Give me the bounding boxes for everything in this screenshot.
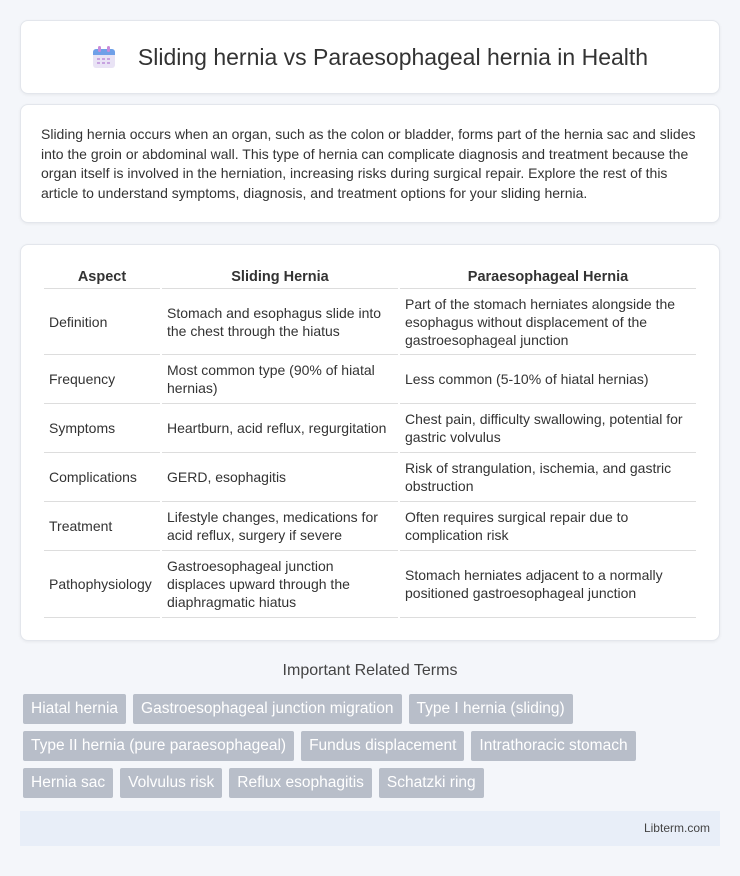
row-paraesophageal: Risk of strangulation, ischemia, and gastric obstruction <box>400 453 696 502</box>
table-row <box>44 404 696 453</box>
row-paraesophageal: Chest pain, difficulty swallowing, potential for gastric volvulus <box>400 404 696 453</box>
header-paraesophageal-hernia: Paraesophageal Hernia <box>400 265 696 289</box>
related-term-tag[interactable]: Hiatal hernia <box>23 694 126 724</box>
table-row <box>44 355 696 404</box>
header-sliding-hernia: Sliding Hernia <box>162 265 398 289</box>
related-term-tag[interactable]: Type II hernia (pure paraesophageal) <box>23 731 294 761</box>
row-sliding: Gastroesophageal junction displaces upward through the diaphragmatic hiatus <box>162 551 398 618</box>
table-row <box>44 551 696 618</box>
related-term-tag[interactable]: Intrathoracic stomach <box>471 731 635 761</box>
row-sliding: Most common type (90% of hiatal hernias) <box>162 355 398 404</box>
table-row <box>44 453 696 502</box>
comparison-card <box>20 244 720 641</box>
row-aspect: Symptoms <box>44 404 160 453</box>
title-card <box>20 20 720 94</box>
row-paraesophageal: Stomach herniates adjacent to a normally positioned gastroesophageal junction <box>400 551 696 618</box>
table-row <box>44 502 696 551</box>
row-paraesophageal: Often requires surgical repair due to complication risk <box>400 502 696 551</box>
related-term-tag[interactable]: Volvulus risk <box>120 768 222 798</box>
row-sliding: GERD, esophagitis <box>162 453 398 502</box>
intro-card <box>20 104 720 223</box>
row-aspect: Complications <box>44 453 160 502</box>
footer-site-link[interactable]: Libterm.com <box>643 821 710 835</box>
comparison-table <box>42 265 698 618</box>
related-terms-heading: Important Related Terms <box>282 662 458 679</box>
row-paraesophageal: Less common (5-10% of hiatal hernias) <box>400 355 696 404</box>
related-term-tag[interactable]: Type I hernia (sliding) <box>409 694 573 724</box>
row-aspect: Definition <box>44 289 160 355</box>
related-terms-list <box>23 694 723 798</box>
row-sliding: Heartburn, acid reflux, regurgitation <box>162 404 398 453</box>
related-term-tag[interactable]: Gastroesophageal junction migration <box>133 694 401 724</box>
row-aspect: Pathophysiology <box>44 551 160 618</box>
related-term-tag[interactable]: Reflux esophagitis <box>229 768 372 798</box>
related-term-tag[interactable]: Schatzki ring <box>379 768 484 798</box>
page-title: Sliding hernia vs Paraesophageal hernia in Health <box>137 43 649 70</box>
header-aspect: Aspect <box>44 265 160 289</box>
row-sliding: Stomach and esophagus slide into the chest through the hiatus <box>162 289 398 355</box>
calendar-icon <box>92 45 116 69</box>
related-term-tag[interactable]: Hernia sac <box>23 768 113 798</box>
row-aspect: Treatment <box>44 502 160 551</box>
intro-text: Sliding hernia occurs when an organ, such as the colon or bladder, forms part of the hernia sac and slides into the groin or abdominal wall. This type of hernia can complicate diagnosis and treatment because the organ itself is involved in the herniation, increasing risks during surgical repair. Explore the rest of this article to understand symptoms, diagnosis, and treatment options for your sliding hernia. <box>41 126 696 201</box>
table-header-row <box>44 265 696 289</box>
row-paraesophageal: Part of the stomach herniates alongside the esophagus without displacement of the gastroesophageal junction <box>400 289 696 355</box>
related-term-tag[interactable]: Fundus displacement <box>301 731 464 761</box>
footer <box>20 811 720 846</box>
row-sliding: Lifestyle changes, medications for acid reflux, surgery if severe <box>162 502 398 551</box>
table-row <box>44 289 696 355</box>
row-aspect: Frequency <box>44 355 160 404</box>
